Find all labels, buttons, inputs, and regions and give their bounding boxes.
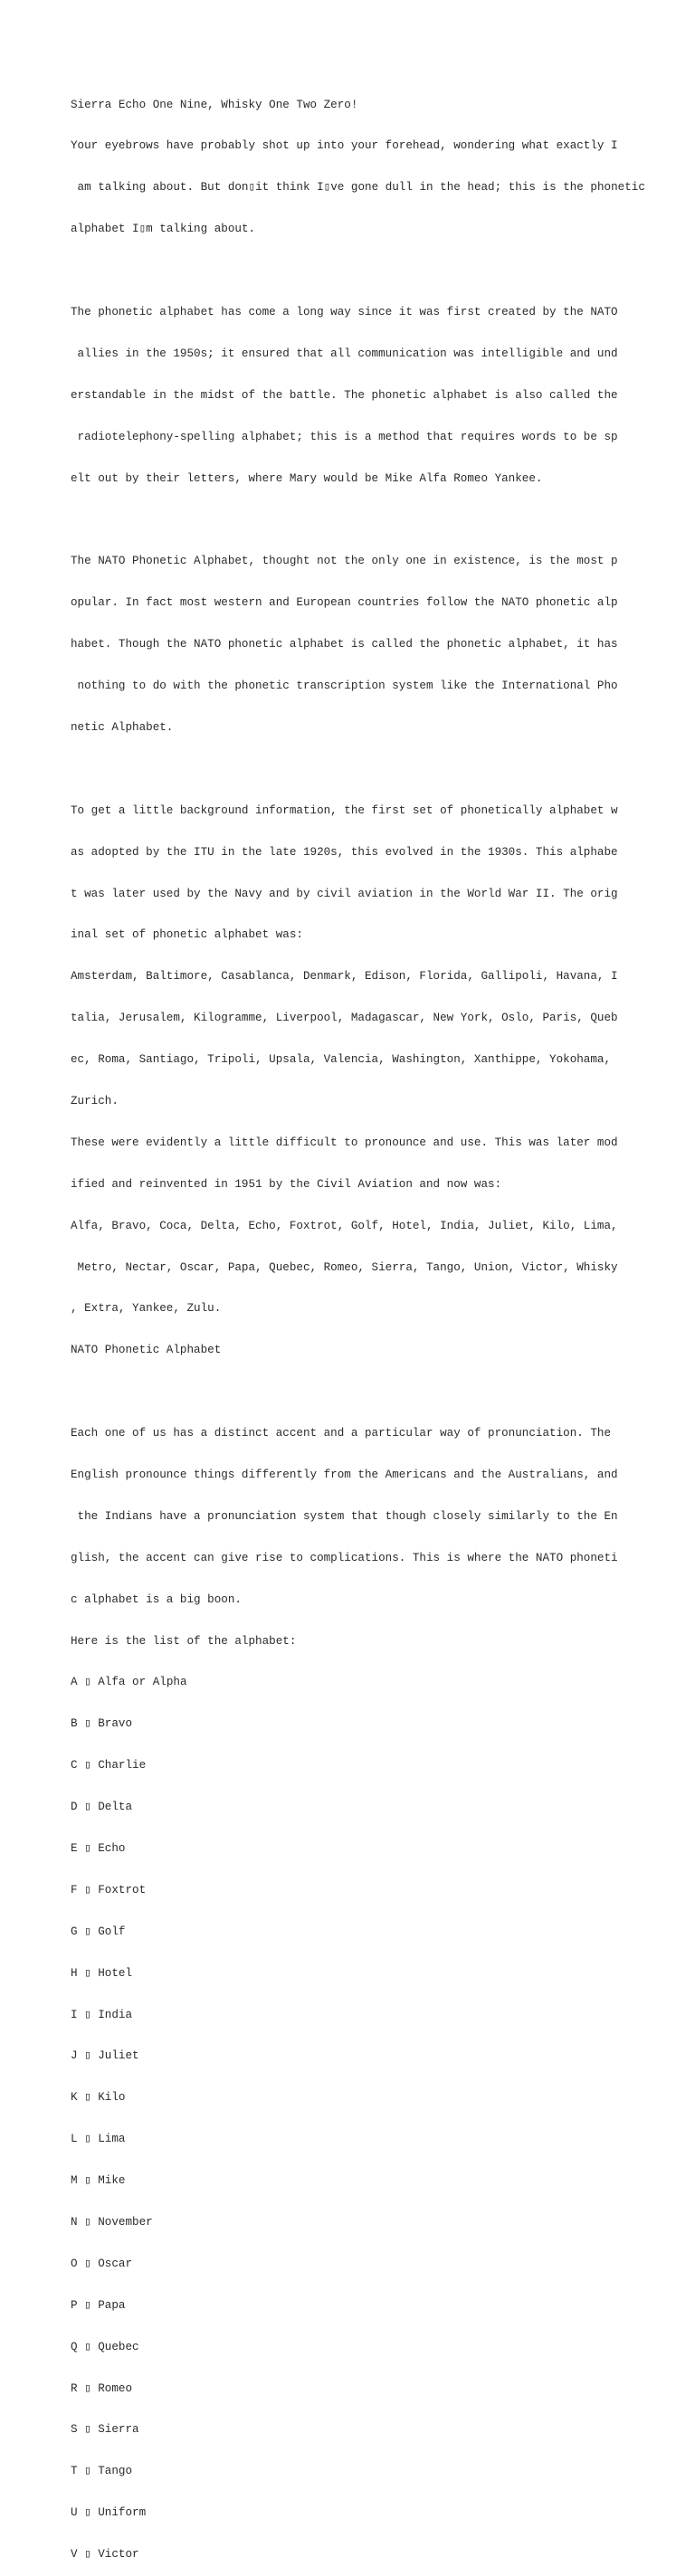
text-line: , Extra, Yankee, Zulu.	[71, 1302, 222, 1316]
text-line: as adopted by the ITU in the late 1920s, this evolved in the 1930s. This alphabe	[71, 845, 618, 859]
text-line: Zurich.	[71, 1094, 119, 1107]
text-line: Amsterdam, Baltimore, Casablanca, Denmark, Edison, Florida, Gallipoli, Havana, I	[71, 970, 618, 984]
text-line: habet. Though the NATO phonetic alphabet is called the phonetic alphabet, it has	[71, 638, 618, 651]
text-line: The NATO Phonetic Alphabet, thought not the only one in existence, is the most p	[71, 555, 618, 568]
text-line: The phonetic alphabet has come a long way since it was first created by the NATO	[71, 306, 618, 319]
alphabet-list-item: E ▯ Echo	[71, 1842, 126, 1855]
text-line: Your eyebrows have probably shot up into your forehead, wondering what exactly I	[71, 139, 618, 153]
text-line: the Indians have a pronunciation system that though closely similarly to the En	[71, 1509, 618, 1523]
alphabet-list-item: J ▯ Juliet	[71, 2049, 139, 2063]
alphabet-list-item: I ▯ India	[71, 2008, 133, 2021]
alphabet-list-item: S ▯ Sierra	[71, 2423, 139, 2437]
text-line: glish, the accent can give rise to complications. This is where the NATO phoneti	[71, 1551, 618, 1564]
text-line: radiotelephony-spelling alphabet; this is a method that requires words to be sp	[71, 430, 618, 443]
paragraph-spacer	[71, 514, 668, 528]
alphabet-list-item: M ▯ Mike	[71, 2174, 126, 2188]
alphabet-list-item: C ▯ Charlie	[71, 1759, 147, 1773]
text-line: English pronounce things differently from the Americans and the Australians, and	[71, 1468, 618, 1481]
alphabet-list-item: A ▯ Alfa or Alpha	[71, 1676, 187, 1689]
text-line: ec, Roma, Santiago, Tripoli, Upsala, Valencia, Washington, Xanthippe, Yokohama,	[71, 1053, 612, 1067]
document-body	[71, 71, 668, 2576]
text-line: Alfa, Bravo, Coca, Delta, Echo, Foxtrot, Golf, Hotel, India, Juliet, Kilo, Lima,	[71, 1219, 618, 1232]
alphabet-list-item: U ▯ Uniform	[71, 2506, 147, 2520]
text-line: Each one of us has a distinct accent and a particular way of pronunciation. The	[71, 1427, 612, 1440]
text-line: alphabet I▯m talking about.	[71, 223, 256, 236]
text-line: allies in the 1950s; it ensured that all communication was intelligible and und	[71, 347, 618, 360]
text-line: Here is the list of the alphabet:	[71, 1634, 297, 1648]
paragraph-spacer	[71, 1385, 668, 1399]
alphabet-list-item: K ▯ Kilo	[71, 2091, 126, 2105]
alphabet-list-item: G ▯ Golf	[71, 1925, 126, 1938]
paragraph-spacer	[71, 264, 668, 278]
alphabet-list-item: F ▯ Foxtrot	[71, 1883, 147, 1896]
alphabet-list-item: Q ▯ Quebec	[71, 2340, 139, 2353]
text-line: am talking about. But don▯it think I▯ve gone dull in the head; this is the phonetic	[71, 181, 645, 195]
alphabet-list-item: L ▯ Lima	[71, 2133, 126, 2146]
text-line: Metro, Nectar, Oscar, Papa, Quebec, Romeo, Sierra, Tango, Union, Victor, Whisky	[71, 1260, 618, 1274]
alphabet-list-item: B ▯ Bravo	[71, 1717, 133, 1731]
text-line: netic Alphabet.	[71, 720, 174, 734]
alphabet-list-item: R ▯ Romeo	[71, 2381, 133, 2395]
text-line: These were evidently a little difficult to pronounce and use. This was later mod	[71, 1136, 618, 1149]
alphabet-list-item: D ▯ Delta	[71, 1801, 133, 1814]
text-line: opular. In fact most western and European countries follow the NATO phonetic alp	[71, 596, 618, 610]
alphabet-list-item: O ▯ Oscar	[71, 2257, 133, 2270]
alphabet-list-item: T ▯ Tango	[71, 2465, 133, 2478]
text-line: To get a little background information, the first set of phonetically alphabet w	[71, 803, 618, 817]
text-line: Sierra Echo One Nine, Whisky One Two Zero!	[71, 98, 358, 111]
text-line: inal set of phonetic alphabet was:	[71, 928, 303, 942]
paragraph-spacer	[71, 763, 668, 776]
text-line: talia, Jerusalem, Kilogramme, Liverpool, Madagascar, New York, Oslo, Paris, Queb	[71, 1012, 618, 1025]
alphabet-list-item: H ▯ Hotel	[71, 1966, 133, 1980]
text-line: erstandable in the midst of the battle. The phonetic alphabet is also called the	[71, 388, 618, 402]
text-line: ified and reinvented in 1951 by the Civil Aviation and now was:	[71, 1177, 502, 1191]
alphabet-list-item: P ▯ Papa	[71, 2298, 126, 2312]
alphabet-list-item: V ▯ Victor	[71, 2548, 139, 2562]
text-line: t was later used by the Navy and by civil aviation in the World War II. The orig	[71, 887, 618, 900]
alphabet-list-item: N ▯ November	[71, 2216, 153, 2229]
text-line: nothing to do with the phonetic transcription system like the International Pho	[71, 680, 618, 693]
text-line: elt out by their letters, where Mary would be Mike Alfa Romeo Yankee.	[71, 471, 543, 485]
text-line: c alphabet is a big boon.	[71, 1592, 242, 1606]
section-heading: NATO Phonetic Alphabet	[71, 1344, 222, 1357]
